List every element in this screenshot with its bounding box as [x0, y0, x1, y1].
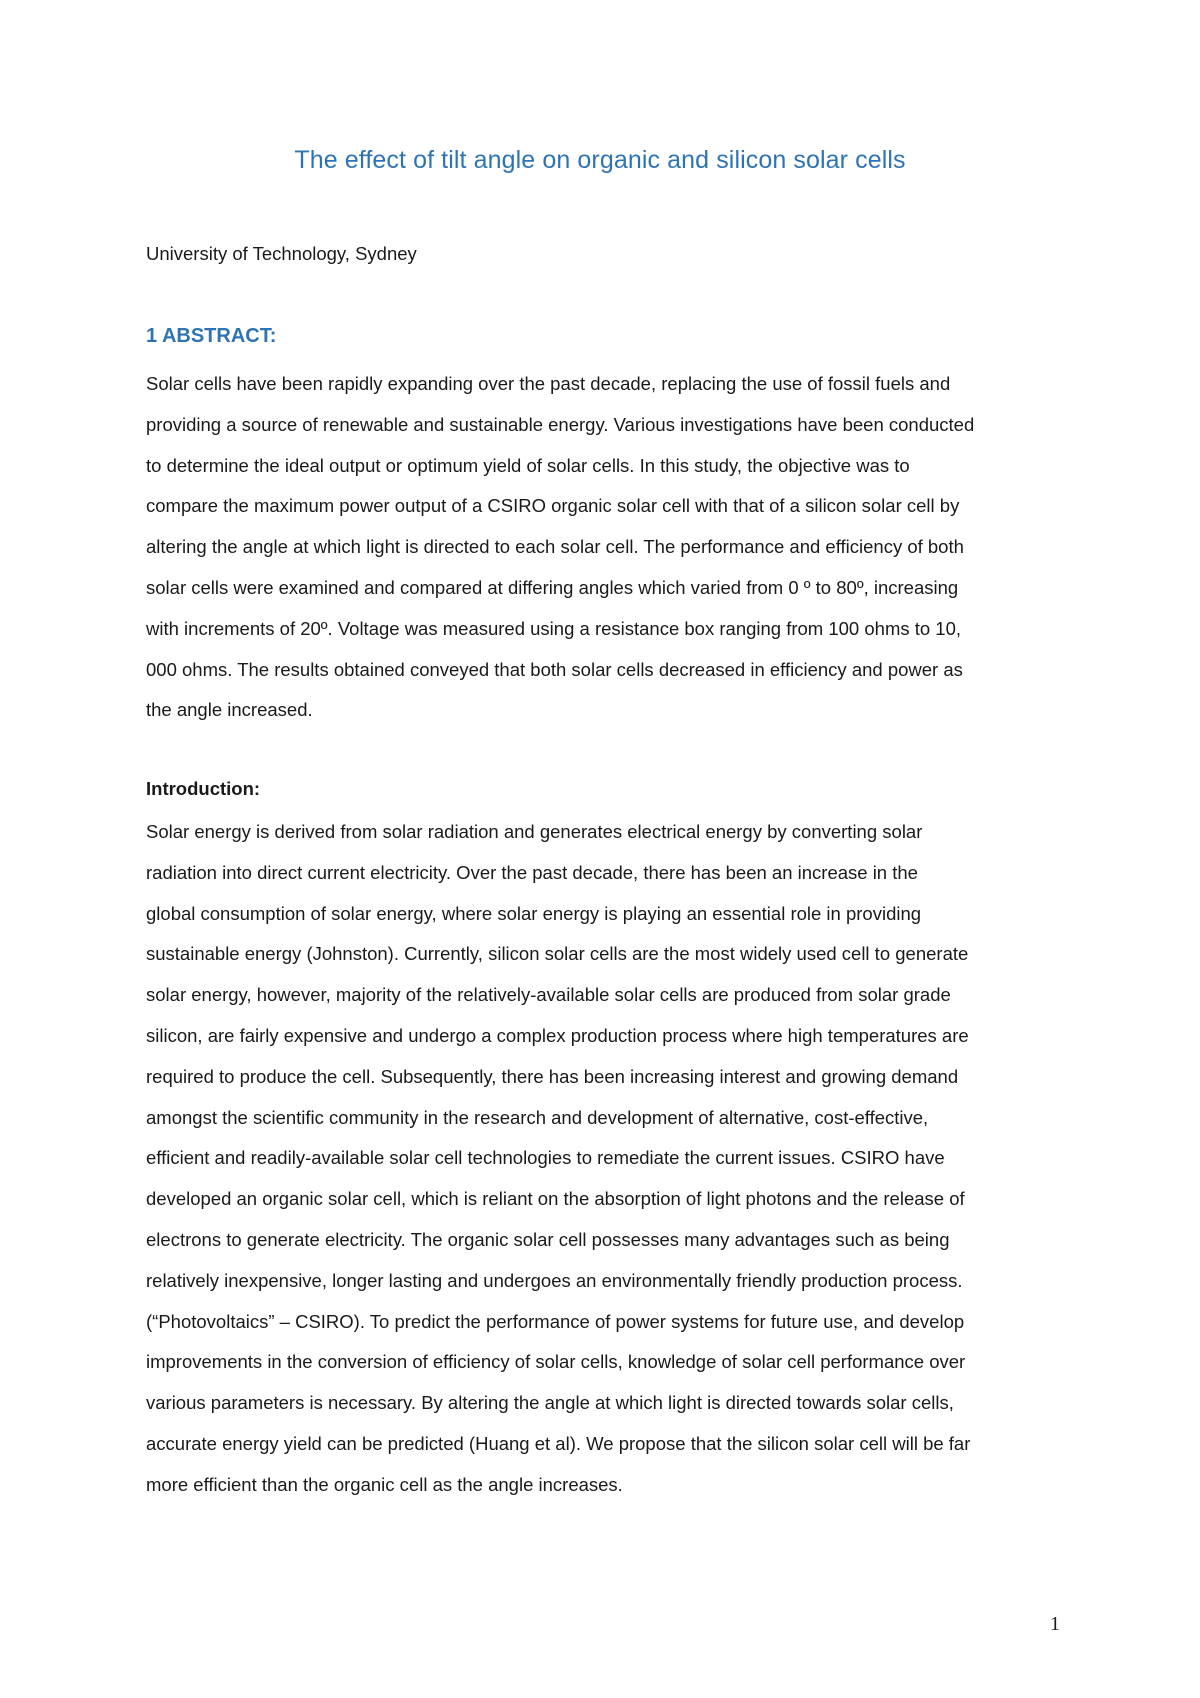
abstract-line: Solar cells have been rapidly expanding over the past decade, replacing the use of fossil fuels and: [146, 373, 951, 394]
abstract-line: solar cells were examined and compared at differing angles which varied from 0 º to 80º, increasing: [146, 576, 959, 598]
abstract-heading: 1 ABSTRACT:: [146, 325, 277, 347]
abstract-line: altering the angle at which light is directed to each solar cell. The performance and efficiency of both: [146, 536, 964, 558]
introduction-line: global consumption of solar energy, where solar energy is playing an essential role in providing: [146, 902, 922, 924]
introduction-line: solar energy, however, majority of the relatively-available solar cells are produced from solar grade: [146, 984, 951, 1006]
abstract-paragraph: [146, 364, 1066, 731]
introduction-line: amongst the scientific community in the research and development of alternative, cost-effective,: [146, 1106, 929, 1128]
abstract-line: providing a source of renewable and sustainable energy. Various investigations have been conducted: [146, 413, 975, 435]
introduction-line: electrons to generate electricity. The organic solar cell possesses many advantages such as being: [146, 1228, 950, 1250]
introduction-heading: Introduction:: [146, 778, 261, 799]
abstract-line: 000 ohms. The results obtained conveyed that both solar cells decreased in efficiency and power as: [146, 658, 963, 680]
introduction-line: efficient and readily-available solar cell technologies to remediate the current issues. CSIRO have: [146, 1147, 945, 1169]
document-title: The effect of tilt angle on organic and silicon solar cells: [294, 146, 906, 174]
abstract-line: compare the maximum power output of a CSIRO organic solar cell with that of a silicon solar cell by: [146, 495, 960, 517]
introduction-line: sustainable energy (Johnston). Currently, silicon solar cells are the most widely used cell to generate: [146, 943, 969, 965]
introduction-line: improvements in the conversion of efficiency of solar cells, knowledge of solar cell performance over: [146, 1351, 966, 1373]
abstract-line: the angle increased.: [146, 699, 313, 721]
introduction-line: various parameters is necessary. By altering the angle at which light is directed towards solar cells,: [146, 1392, 954, 1414]
abstract-line: to determine the ideal output or optimum yield of solar cells. In this study, the objective was to: [146, 454, 910, 476]
introduction-line: accurate energy yield can be predicted (Huang et al). We propose that the silicon solar cell will be far: [146, 1432, 971, 1454]
introduction-line: Solar energy is derived from solar radiation and generates electrical energy by converting solar: [146, 821, 923, 842]
abstract-line: with increments of 20º. Voltage was measured using a resistance box ranging from 100 ohms to 10,: [146, 617, 962, 639]
introduction-line: silicon, are fairly expensive and undergo a complex production process where high temperatures are: [146, 1024, 969, 1046]
affiliation: University of Technology, Sydney: [146, 243, 417, 264]
introduction-paragraph: [146, 812, 1066, 1506]
introduction-line: relatively inexpensive, longer lasting and undergoes an environmentally friendly production process.: [146, 1269, 963, 1291]
introduction-line: (“Photovoltaics” – CSIRO). To predict the performance of power systems for future use, and develop: [146, 1310, 965, 1332]
introduction-line: required to produce the cell. Subsequently, there has been increasing interest and growing demand: [146, 1065, 959, 1087]
page-number: 1: [1050, 1613, 1060, 1635]
introduction-line: more efficient than the organic cell as the angle increases.: [146, 1473, 623, 1495]
introduction-line: developed an organic solar cell, which is reliant on the absorption of light photons and the release of: [146, 1188, 965, 1210]
introduction-line: radiation into direct current electricity. Over the past decade, there has been an increase in the: [146, 861, 918, 883]
